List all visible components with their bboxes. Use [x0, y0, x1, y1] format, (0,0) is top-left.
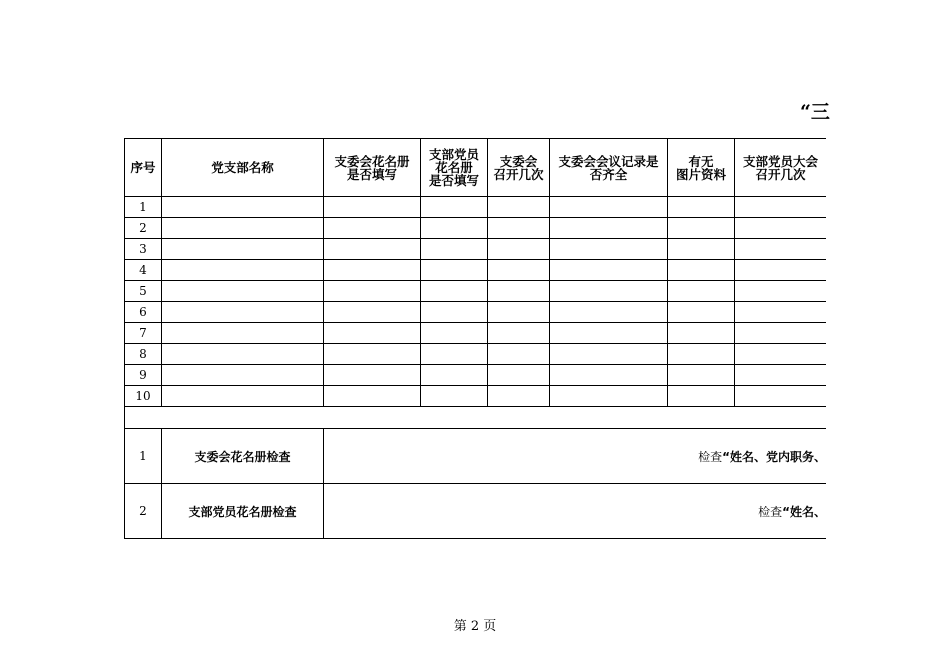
entry-cell[interactable] [735, 281, 827, 302]
entry-cell[interactable] [162, 218, 324, 239]
table-row [125, 386, 827, 407]
header-cell: 支部党员大会 召开几次 [735, 139, 827, 197]
entry-cell[interactable] [668, 386, 735, 407]
entry-cell[interactable] [324, 260, 421, 281]
entry-cell[interactable] [421, 197, 488, 218]
entry-cell[interactable] [488, 323, 550, 344]
entry-cell[interactable] [162, 302, 324, 323]
table-row [125, 239, 827, 260]
entry-cell[interactable] [421, 302, 488, 323]
entry-cell[interactable] [488, 197, 550, 218]
entry-cell[interactable] [550, 344, 668, 365]
entry-cell[interactable] [324, 365, 421, 386]
entry-cell[interactable] [324, 386, 421, 407]
table-row [125, 218, 827, 239]
row-number: 7 [125, 323, 162, 344]
entry-cell[interactable] [550, 323, 668, 344]
header-cell: 支部党员 花名册 是否填写 [421, 139, 488, 197]
check-criteria: “姓名、党内职务、 [722, 449, 826, 464]
entry-cell[interactable] [550, 239, 668, 260]
entry-cell[interactable] [162, 197, 324, 218]
table-row [125, 197, 827, 218]
row-number: 1 [125, 197, 162, 218]
header-row [125, 139, 827, 197]
row-number: 5 [125, 281, 162, 302]
entry-cell[interactable] [488, 260, 550, 281]
check-number: 2 [125, 484, 162, 539]
entry-cell[interactable] [488, 302, 550, 323]
entry-cell[interactable] [668, 239, 735, 260]
entry-cell[interactable] [162, 281, 324, 302]
check-row [125, 484, 827, 539]
check-prefix: 检查 [758, 504, 783, 519]
check-item-name: 支部党员花名册检查 [162, 484, 324, 539]
entry-cell[interactable] [421, 344, 488, 365]
table-row [125, 365, 827, 386]
check-prefix: 检查 [698, 449, 723, 464]
row-number: 6 [125, 302, 162, 323]
entry-cell[interactable] [668, 365, 735, 386]
table-row [125, 323, 827, 344]
entry-cell[interactable] [668, 197, 735, 218]
check-row [125, 429, 827, 484]
row-number: 4 [125, 260, 162, 281]
entry-cell[interactable] [324, 323, 421, 344]
row-number: 10 [125, 386, 162, 407]
header-cell: 党支部名称 [162, 139, 324, 197]
entry-cell[interactable] [421, 386, 488, 407]
entry-cell[interactable] [735, 239, 827, 260]
inspection-table [124, 138, 826, 539]
spacer-row [125, 407, 827, 429]
row-number: 3 [125, 239, 162, 260]
entry-cell[interactable] [324, 239, 421, 260]
entry-cell[interactable] [162, 386, 324, 407]
page-number: 第 2 页 [453, 619, 497, 634]
entry-cell[interactable] [421, 260, 488, 281]
entry-cell[interactable] [550, 281, 668, 302]
entry-cell[interactable] [324, 302, 421, 323]
header-cell: 支委会会议记录是 否齐全 [550, 139, 668, 197]
entry-cell[interactable] [488, 344, 550, 365]
entry-cell[interactable] [324, 218, 421, 239]
entry-cell[interactable] [550, 197, 668, 218]
header-cell: 支委会 召开几次 [488, 139, 550, 197]
entry-cell[interactable] [162, 239, 324, 260]
entry-cell[interactable] [735, 302, 827, 323]
table-row [125, 344, 827, 365]
entry-cell[interactable] [550, 386, 668, 407]
entry-cell[interactable] [735, 197, 827, 218]
inspection-table-viewport [124, 138, 826, 544]
row-number: 2 [125, 218, 162, 239]
entry-cell[interactable] [550, 302, 668, 323]
entry-cell[interactable] [488, 239, 550, 260]
entry-cell[interactable] [421, 365, 488, 386]
check-number: 1 [125, 429, 162, 484]
entry-cell[interactable] [668, 344, 735, 365]
row-number: 9 [125, 365, 162, 386]
entry-cell[interactable] [668, 260, 735, 281]
entry-cell[interactable] [488, 218, 550, 239]
spacer-cell [125, 407, 827, 429]
entry-cell[interactable] [162, 365, 324, 386]
entry-cell[interactable] [735, 260, 827, 281]
entry-cell[interactable] [324, 197, 421, 218]
entry-cell[interactable] [421, 239, 488, 260]
entry-cell[interactable] [735, 386, 827, 407]
entry-cell[interactable] [668, 281, 735, 302]
entry-cell[interactable] [324, 281, 421, 302]
entry-cell[interactable] [668, 323, 735, 344]
entry-cell[interactable] [488, 365, 550, 386]
entry-cell[interactable] [488, 386, 550, 407]
row-number: 8 [125, 344, 162, 365]
entry-cell[interactable] [735, 323, 827, 344]
entry-cell[interactable] [550, 218, 668, 239]
entry-cell[interactable] [162, 323, 324, 344]
check-description [324, 484, 827, 539]
entry-cell[interactable] [162, 260, 324, 281]
entry-cell[interactable] [735, 344, 827, 365]
table-row [125, 302, 827, 323]
entry-cell[interactable] [735, 218, 827, 239]
check-item-name: 支委会花名册检查 [162, 429, 324, 484]
header-cell: 序号 [125, 139, 162, 197]
header-cell: 支委会花名册 是否填写 [324, 139, 421, 197]
entry-cell[interactable] [668, 218, 735, 239]
header-cell: 有无 图片资料 [668, 139, 735, 197]
entry-cell[interactable] [421, 323, 488, 344]
entry-cell[interactable] [421, 218, 488, 239]
table-row [125, 281, 827, 302]
entry-cell[interactable] [550, 260, 668, 281]
entry-cell[interactable] [550, 365, 668, 386]
table-row [125, 260, 827, 281]
page-title: “三 [800, 101, 830, 123]
entry-cell[interactable] [735, 365, 827, 386]
entry-cell[interactable] [488, 281, 550, 302]
entry-cell[interactable] [162, 344, 324, 365]
entry-cell[interactable] [668, 302, 735, 323]
check-criteria: “姓名、 [782, 504, 826, 519]
entry-cell[interactable] [324, 344, 421, 365]
check-description [324, 429, 827, 484]
entry-cell[interactable] [421, 281, 488, 302]
